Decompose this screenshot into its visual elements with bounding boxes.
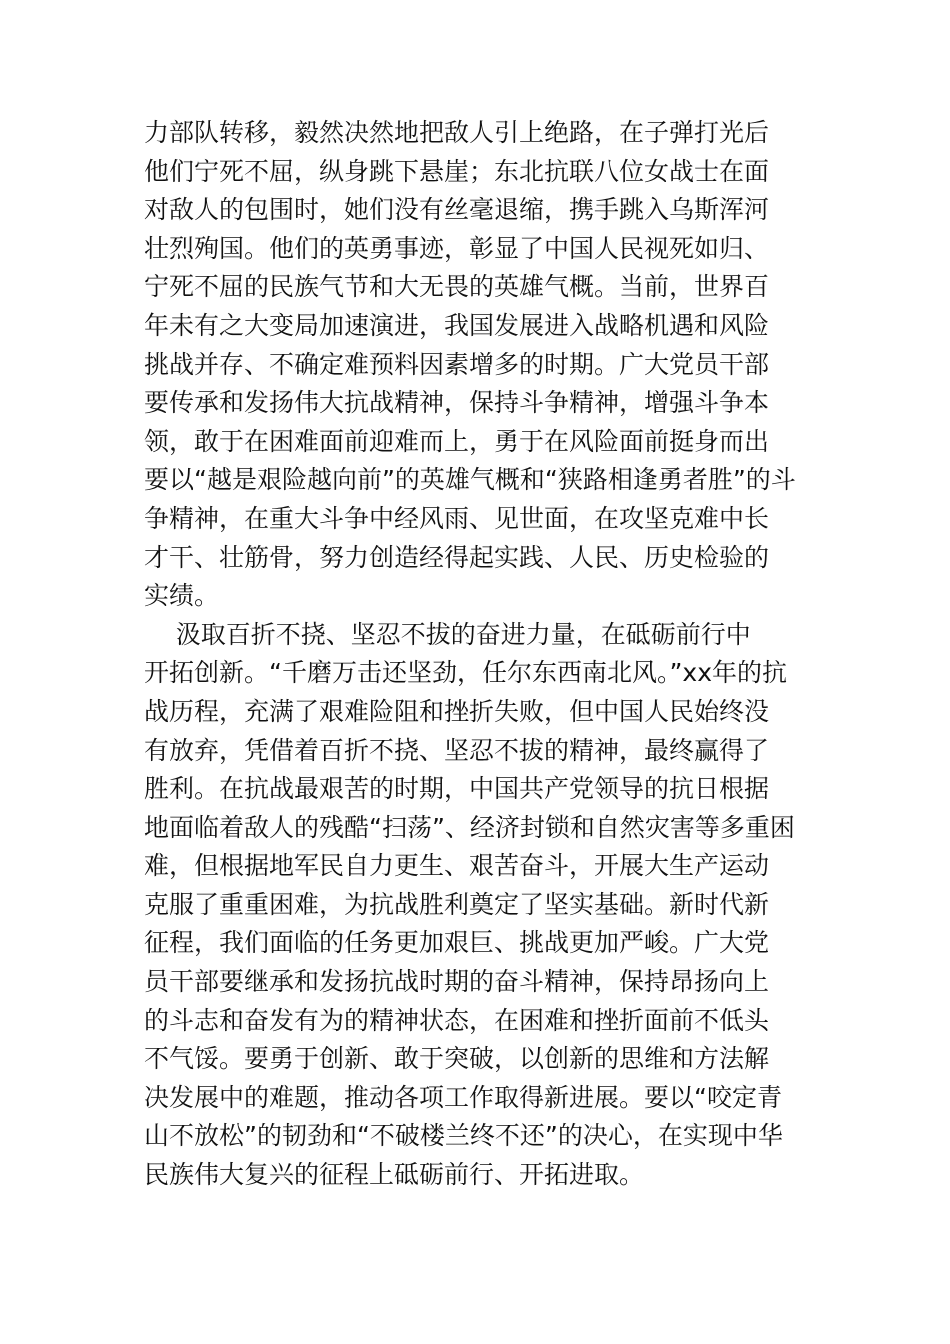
text-line: 的斗志和奋发有为的精神状态，在困难和挫折面前不低头 [144, 1005, 770, 1035]
text-line: 对敌人的包围时，她们没有丝毫退缩，携手跳入乌斯浑河 [144, 195, 770, 225]
text-line: 战历程，充满了艰难险阻和挫折失败，但中国人民始终没 [144, 696, 770, 726]
text-line: 山不放松”的韧劲和“不破楼兰终不还”的决心，在实现中华 [144, 1121, 783, 1151]
text-line: 有放弃，凭借着百折不挠、坚忍不拔的精神，最终赢得了 [144, 735, 770, 765]
text-line: 员干部要继承和发扬抗战时期的奋斗精神，保持昂扬向上 [144, 967, 770, 997]
text-line: 要以“越是艰险越向前”的英雄气概和“狭路相逢勇者胜”的斗 [144, 465, 796, 495]
text-line: 开拓创新。“千磨万击还坚劲，任尔东西南北风。”xx年的抗 [144, 658, 787, 688]
text-line: 要传承和发扬伟大抗战精神，保持斗争精神，增强斗争本 [144, 388, 770, 418]
text-line: 领，敢于在困难面前迎难而上，勇于在风险面前挺身而出 [144, 426, 770, 456]
text-line: 宁死不屈的民族气节和大无畏的英雄气概。当前，世界百 [144, 272, 770, 302]
text-line: 克服了重重困难，为抗战胜利奠定了坚实基础。新时代新 [144, 889, 770, 919]
text-line: 年未有之大变局加速演进，我国发展进入战略机遇和风险 [144, 310, 770, 340]
text-line: 征程，我们面临的任务更加艰巨、挑战更加严峻。广大党 [144, 928, 770, 958]
text-line: 力部队转移，毅然决然地把敌人引上绝路，在子弹打光后 [144, 118, 770, 147]
text-line: 不气馁。要勇于创新、敢于突破，以创新的思维和方法解 [144, 1044, 770, 1074]
text-line: 挑战并存、不确定难预料因素增多的时期。广大党员干部 [144, 349, 770, 379]
text-line: 决发展中的难题，推动各项工作取得新进展。要以“咬定青 [144, 1082, 782, 1112]
text-line: 民族伟大复兴的征程上砥砺前行、开拓进取。 [144, 1160, 645, 1190]
text-line: 才干、壮筋骨，努力创造经得起实践、人民、历史检验的 [144, 542, 770, 572]
body-text [144, 114, 808, 1195]
text-line: 实绩。 [144, 581, 220, 611]
text-line: 难，但根据地军民自力更生、艰苦奋斗，开展大生产运动 [144, 851, 770, 881]
text-line: 争精神，在重大斗争中经风雨、见世面，在攻坚克难中长 [144, 503, 770, 533]
text-line: 他们宁死不屈，纵身跳下悬崖；东北抗联八位女战士在面 [144, 156, 770, 186]
paragraph-start-line: 汲取百折不挠、坚忍不拔的奋进力量，在砥砺前行中 [144, 619, 751, 649]
text-line: 壮烈殉国。他们的英勇事迹，彰显了中国人民视死如归、 [144, 233, 770, 263]
text-line: 胜利。在抗战最艰苦的时期，中国共产党领导的抗日根据 [144, 774, 770, 804]
text-line: 地面临着敌人的残酷“扫荡”、经济封锁和自然灾害等多重困 [144, 812, 795, 842]
